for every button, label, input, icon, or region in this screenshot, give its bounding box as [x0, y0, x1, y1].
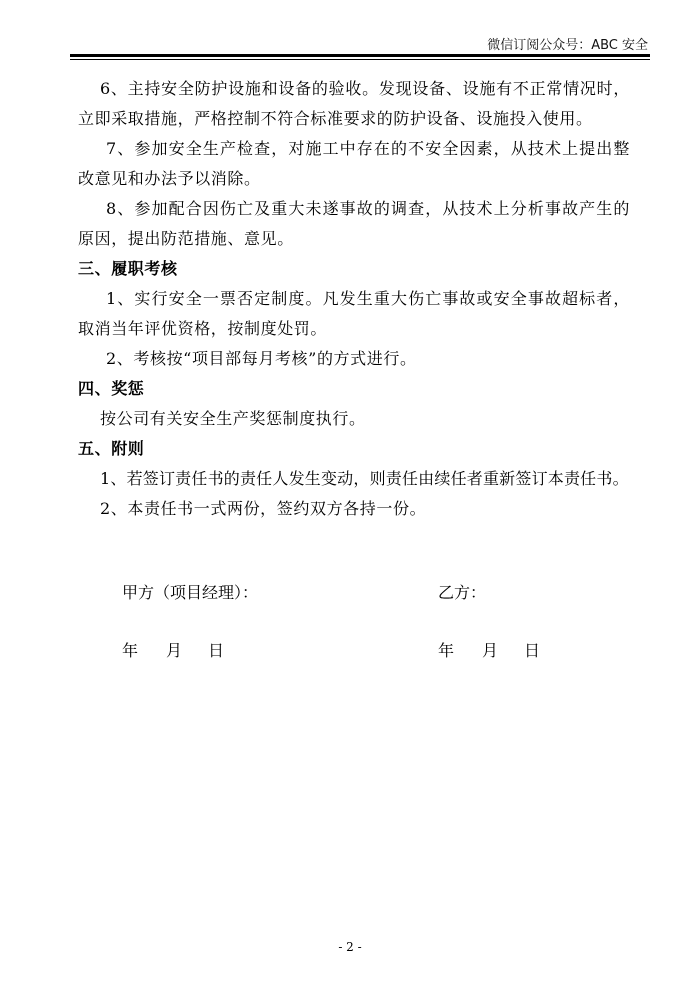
header-account-text: 微信订阅公众号：ABC 安全 [487, 38, 648, 53]
supplementary-item-1: 1、若签订责任书的责任人发生变动，则责任由续任者重新签订本责任书。 [100, 469, 629, 488]
section-heading-supplementary: 五、附则 [78, 439, 145, 458]
duty-item-7: 7、参加安全生产检查，对施工中存在的不安全因素，从技术上提出整改意见和办法予以消除。 [78, 139, 630, 188]
duty-item-8: 8、参加配合因伤亡及重大未遂事故的调查，从技术上分析事故产生的原因，提出防范措施、意见。 [78, 199, 630, 248]
section-heading-assessment: 三、履职考核 [78, 259, 178, 278]
date-day-label: 日 [524, 641, 541, 660]
assessment-item-1: 1、实行安全一票否定制度。凡发生重大伤亡事故或安全事故超标者，取消当年评优资格，按制度处罚。 [78, 289, 630, 338]
page-number: - 2 - [338, 940, 362, 954]
party-b-date [438, 638, 540, 661]
party-a-label: 甲方（项目经理）： [122, 583, 259, 602]
party-a-date [122, 638, 224, 661]
date-day-label: 日 [208, 641, 225, 660]
date-month-label: 月 [482, 641, 499, 660]
rewards-text: 按公司有关安全生产奖惩制度执行。 [100, 409, 366, 428]
assessment-item-2: 2、考核按“项目部每月考核”的方式进行。 [106, 349, 417, 368]
document-body [78, 74, 630, 524]
duty-item-6: 6、主持安全防护设施和设备的验收。发现设备、设施有不正常情况时，立即采取措施，严格控制不符合标准要求的防护设备、设施投入使用。 [78, 79, 630, 128]
header-rule-thick [70, 54, 650, 57]
party-b-label: 乙方： [438, 583, 487, 602]
header-rule-thin [70, 59, 650, 60]
date-month-label: 月 [166, 641, 183, 660]
section-heading-rewards: 四、奖惩 [78, 379, 145, 398]
date-year-label: 年 [122, 641, 139, 660]
date-year-label: 年 [438, 641, 455, 660]
supplementary-item-2: 2、本责任书一式两份，签约双方各持一份。 [100, 499, 427, 518]
